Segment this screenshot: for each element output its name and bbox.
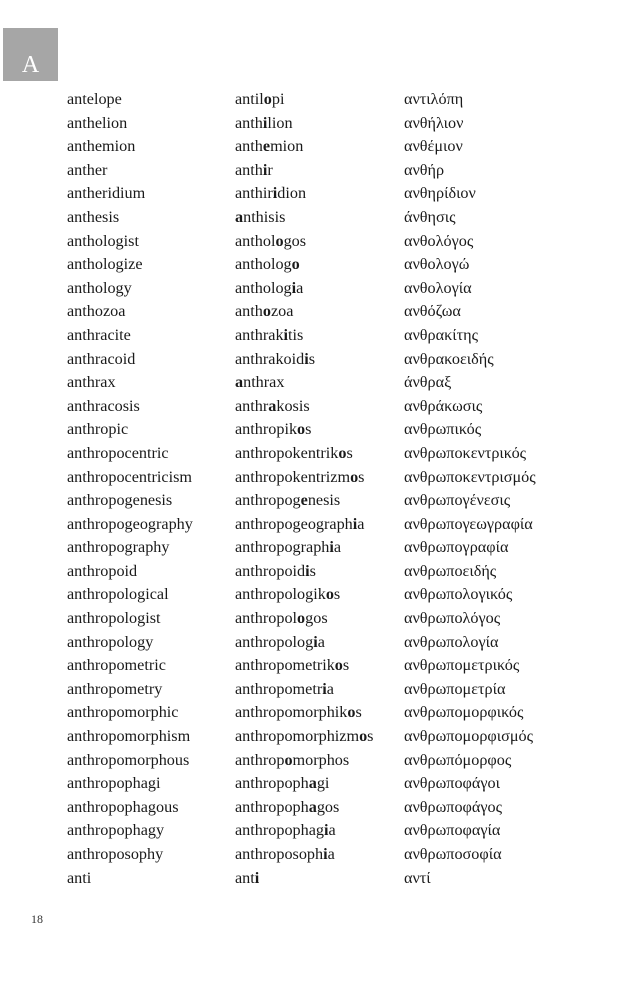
transliteration-part: anthir [235,184,273,203]
transliteration [235,607,401,631]
stressed-letter: o [325,585,334,604]
entry-row [0,796,638,820]
transliteration [235,701,401,725]
entry-row [0,253,638,277]
stressed-letter: o [262,302,271,321]
greek-term: ανθρωπογεωγραφία [404,514,533,533]
dictionary-entries [0,88,638,890]
entry-row [0,725,638,749]
greek-term: ανθέμιον [404,137,463,156]
stressed-letter: a [268,396,277,415]
transliteration [235,371,401,395]
transliteration-part: a [296,278,304,297]
transliteration [235,819,401,843]
transliteration-part: anth [235,113,263,132]
english-term: anthesis [67,207,120,226]
stressed-letter: a [308,797,317,816]
transliteration-part: zoa [270,302,294,321]
transliteration-part: anthropokentrik [235,443,339,462]
stressed-letter: a [235,373,244,392]
greek-term: ανθρακοειδής [404,349,494,368]
stressed-letter: i [305,561,310,580]
english-term: anthropogeography [67,514,193,533]
english-term: anthology [67,278,132,297]
transliteration-part: anthrakoid [235,349,305,368]
entry-row [0,513,638,537]
transliteration-part: s [367,727,374,746]
transliteration-part: anthropokentrizm [235,467,351,486]
transliteration [235,466,401,490]
transliteration [235,348,401,372]
page-number: 18 [31,912,43,926]
english-term: antheridium [67,184,146,203]
transliteration-part: anthropolog [235,632,314,651]
entry-row [0,277,638,301]
stressed-letter: i [254,868,260,887]
stressed-letter: i [323,845,328,863]
entry-row [0,819,638,843]
entry-row [0,607,638,631]
greek-term: ανθρωπολογία [404,632,499,651]
stressed-letter: o [359,727,368,746]
transliteration [235,772,401,796]
english-term: anthozoa [67,302,126,321]
stressed-letter: i [262,113,268,132]
transliteration [235,88,401,112]
transliteration-part: anthropomorphik [235,703,348,722]
transliteration-part: anth [235,137,263,156]
transliteration-part: morphos [292,750,350,769]
transliteration [235,442,401,466]
transliteration [235,678,401,702]
transliteration [235,654,401,678]
stressed-letter: o [334,656,343,675]
transliteration-part: anthropol [235,609,298,628]
transliteration-part: nthrax [243,373,285,392]
transliteration-part: anthropometrik [235,656,335,675]
stressed-letter: i [291,278,297,297]
transliteration-part: anthropik [235,420,298,439]
english-term: anthropomorphism [67,727,191,746]
transliteration [235,749,401,773]
transliteration-part: anthroposoph [235,845,324,863]
transliteration-part: gos [305,609,328,628]
entry-row [0,371,638,395]
entry-row [0,135,638,159]
stressed-letter: i [352,514,358,533]
english-term: anti [67,868,92,887]
greek-term: ανθρωπογένεσις [404,491,511,510]
entry-row [0,843,638,867]
stressed-letter: e [300,491,308,510]
stressed-letter: i [324,821,329,840]
transliteration [235,159,401,183]
greek-term: ανθρωπολογικός [404,585,513,604]
transliteration-part: pi [271,90,285,108]
entry-row [0,466,638,490]
transliteration-part: lion [267,113,293,132]
transliteration [235,395,401,419]
transliteration [235,182,401,206]
transliteration-part: s [342,656,350,675]
greek-term: ανθρωπομετρικός [404,656,520,675]
transliteration [235,843,401,867]
entry-row [0,631,638,655]
stressed-letter: o [350,467,359,486]
transliteration-part: nesis [307,491,341,510]
stressed-letter: o [263,90,272,108]
greek-term: ανθολογία [404,278,472,297]
stressed-letter: i [272,184,278,203]
greek-term: ανθρωπομορφικός [404,703,524,722]
stressed-letter: o [275,231,284,250]
stressed-letter: i [283,325,289,344]
entry-row [0,867,638,891]
entry-row [0,300,638,324]
transliteration [235,277,401,301]
transliteration-part: r [267,160,273,179]
greek-term: ανθρωποφάγος [404,797,503,816]
english-term: anthropometry [67,679,163,698]
transliteration [235,536,401,560]
transliteration-part: s [358,467,365,486]
transliteration-part: s [346,443,353,462]
transliteration [235,300,401,324]
entry-row [0,678,638,702]
greek-term: ανθράκωσις [404,396,483,415]
entry-row [0,159,638,183]
entry-row [0,749,638,773]
transliteration-part: anth [235,160,263,179]
greek-term: ανθρωπολόγος [404,609,501,628]
english-term: anthracite [67,325,131,344]
entry-row [0,112,638,136]
stressed-letter: o [297,420,306,439]
transliteration-part: anthropologik [235,585,326,604]
transliteration-part: s [333,585,341,604]
stressed-letter: i [329,538,334,557]
transliteration-part: anthropoph [235,774,309,793]
transliteration [235,135,401,159]
entry-row [0,701,638,725]
transliteration-part: tis [288,325,304,344]
transliteration [235,513,401,537]
transliteration-part: nthisis [243,207,286,226]
entry-row [0,772,638,796]
greek-term: ανθρωποκεντρισμός [404,467,536,486]
greek-term: άνθραξ [404,373,452,392]
transliteration-part: a [326,679,334,698]
english-term: anthropography [67,538,170,557]
entry-row [0,230,638,254]
english-term: anthropoid [67,561,138,580]
stressed-letter: a [235,207,244,226]
greek-term: άνθησις [404,207,456,226]
english-term: anthropophagi [67,774,161,793]
section-letter-tab [3,28,58,81]
entry-row [0,206,638,230]
greek-term: ανθρωποειδής [404,561,497,580]
transliteration [235,725,401,749]
greek-term: ανθρωποφαγία [404,821,501,840]
greek-term: ανθρακίτης [404,325,479,344]
entry-row [0,418,638,442]
stressed-letter: o [347,703,356,722]
transliteration [235,583,401,607]
transliteration-part: antil [235,90,264,108]
greek-term: ανθρωποσοφία [404,845,502,863]
transliteration [235,867,401,891]
transliteration-part: s [305,420,312,439]
english-term: anthropogenesis [67,491,173,510]
greek-term: ανθήρ [404,160,445,179]
english-term: anthropometric [67,656,166,675]
stressed-letter: o [291,255,300,274]
transliteration-part: a [333,538,342,557]
greek-term: ανθολόγος [404,231,474,250]
transliteration-part: a [317,632,325,651]
transliteration [235,489,401,513]
greek-term: ανθρωπογραφία [404,538,509,557]
english-term: anthracosis [67,396,140,415]
english-term: anthroposophy [67,845,164,863]
transliteration [235,631,401,655]
entry-row [0,536,638,560]
greek-term: ανθρωπόμορφος [404,750,512,769]
greek-term: ανθόζωα [404,302,461,321]
english-term: anthropology [67,632,154,651]
transliteration-part: anthr [235,396,269,415]
transliteration-part: s [308,349,316,368]
transliteration-part: gi [316,774,330,793]
entry-row [0,182,638,206]
transliteration-part: anthrak [235,325,284,344]
greek-term: αντιλόπη [404,90,464,108]
stressed-letter: a [308,774,317,793]
transliteration-part: a [357,514,365,533]
transliteration [235,796,401,820]
greek-term: αντί [404,868,431,887]
transliteration-part: dion [277,184,307,203]
transliteration-part: gos [283,231,307,250]
entry-row [0,88,638,112]
transliteration-part: mion [270,137,304,156]
english-term: anthropophagous [67,797,179,816]
english-term: anthropomorphic [67,703,179,722]
greek-term: ανθηρίδιον [404,184,476,203]
stressed-letter: i [322,679,327,698]
english-term: anthropic [67,420,129,439]
stressed-letter: o [284,750,293,769]
transliteration-part: anthol [235,231,276,250]
transliteration [235,206,401,230]
english-term: anthropomorphous [67,750,190,769]
transliteration [235,560,401,584]
transliteration [235,230,401,254]
transliteration [235,253,401,277]
entry-row [0,348,638,372]
transliteration-part: anthropog [235,491,301,510]
transliteration [235,418,401,442]
entry-row [0,583,638,607]
transliteration-part: anth [235,302,263,321]
entry-row [0,654,638,678]
greek-term: ανθολογώ [404,255,470,274]
entry-row [0,489,638,513]
transliteration-part: a [328,821,336,840]
transliteration-part: a [327,845,335,863]
transliteration-part: anthropoid [235,561,306,580]
english-term: anthropologist [67,609,161,628]
english-term: antelope [67,90,122,108]
english-term: anther [67,160,108,179]
transliteration-part: anthropoph [235,797,309,816]
stressed-letter: e [262,137,271,156]
english-term: anthelion [67,113,128,132]
transliteration-part: s [309,561,316,580]
english-term: anthropological [67,585,169,604]
english-term: anthracoid [67,349,136,368]
transliteration-part: gos [316,797,340,816]
entry-row [0,324,638,348]
transliteration-part: anthropograph [235,538,330,557]
stressed-letter: o [338,443,347,462]
greek-term: ανθρωπομετρία [404,679,506,698]
transliteration-part: antholog [235,278,292,297]
stressed-letter: i [304,349,309,368]
english-term: anthropocentric [67,443,169,462]
english-term: anthrax [67,373,116,392]
section-letter: A [21,52,40,78]
entry-row [0,395,638,419]
english-term: anthropocentricism [67,467,192,486]
greek-term: ανθήλιον [404,113,464,132]
greek-term: ανθρωποκεντρικός [404,443,527,462]
entry-row [0,560,638,584]
transliteration-part: anthropogeograph [235,514,353,533]
transliteration-part: anthrop [235,750,285,769]
transliteration [235,112,401,136]
english-term: anthologize [67,255,143,274]
transliteration-part: anthropomorphizm [235,727,360,746]
english-term: anthropophagy [67,821,165,840]
transliteration-part: antholog [235,255,292,274]
transliteration-part: kosis [276,396,310,415]
greek-term: ανθρωπικός [404,420,482,439]
greek-term: ανθρωποφάγοι [404,774,500,793]
transliteration-part: anthropometr [235,679,323,698]
transliteration-part: anthropophag [235,821,325,840]
transliteration-part: s [355,703,362,722]
transliteration [235,324,401,348]
english-term: anthologist [67,231,139,250]
stressed-letter: i [262,160,268,179]
english-term: anthemion [67,137,136,156]
greek-term: ανθρωπομορφισμός [404,727,534,746]
transliteration-part: ant [235,868,255,887]
stressed-letter: o [297,609,306,628]
entry-row [0,442,638,466]
stressed-letter: i [313,632,318,651]
